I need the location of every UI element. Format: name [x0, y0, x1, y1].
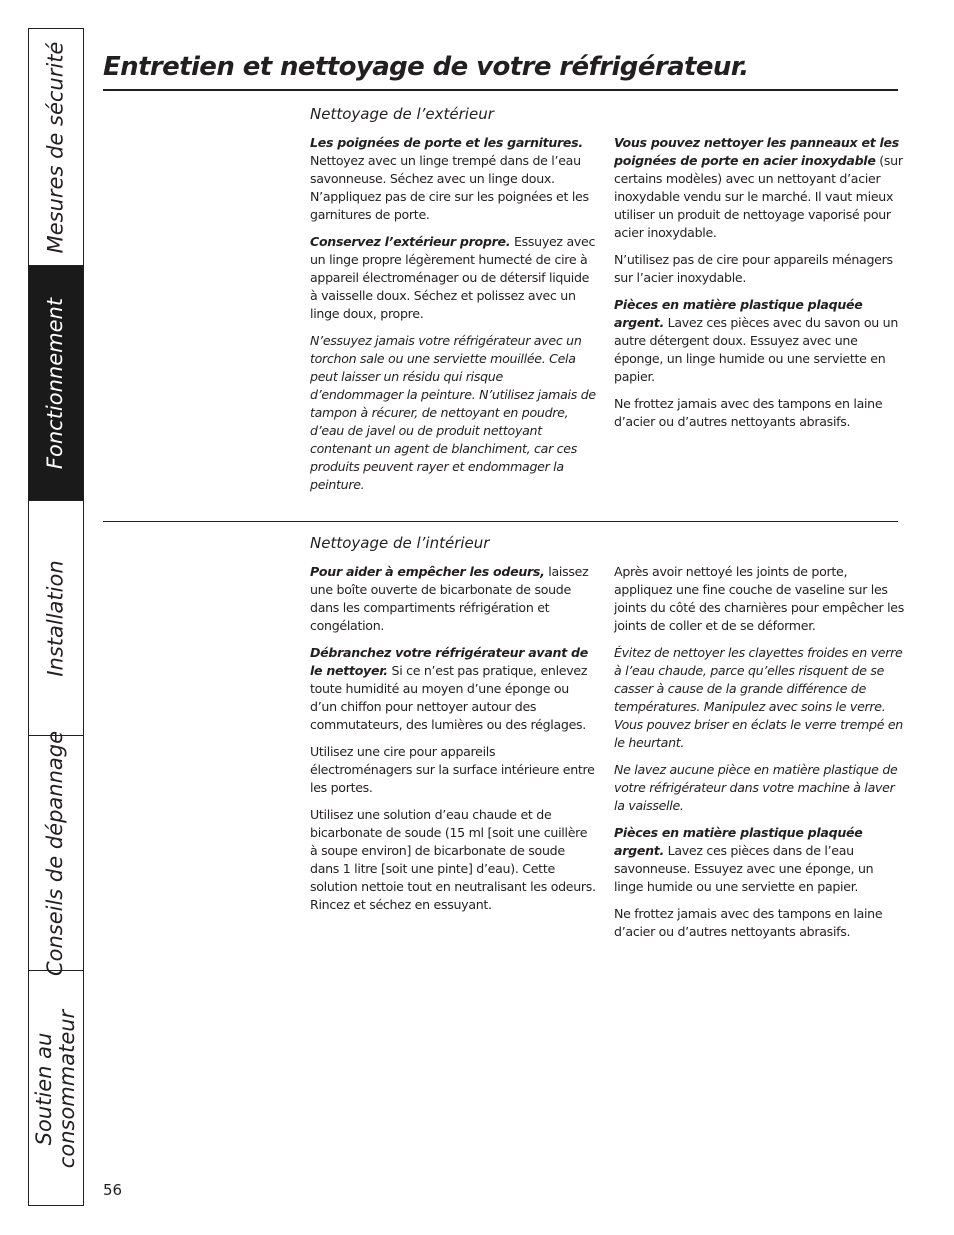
tab-mesures-de-securite[interactable] — [29, 29, 83, 265]
section-heading-interior: Nettoyage de l’intérieur — [310, 534, 490, 552]
page-title: Entretien et nettoyage de votre réfrigérateur. — [103, 52, 749, 82]
paragraph-lead: Pour aider à empêcher les odeurs, — [310, 564, 545, 579]
paragraph — [310, 563, 597, 635]
page-number: 56 — [103, 1181, 123, 1199]
paragraph-lead: Débranchez votre réfrigérateur avant de le nettoyer. — [310, 645, 588, 678]
paragraph-text: Lavez ces pièces avec du savon ou un autre détergent doux. Essuyez avec une éponge, un linge humide ou une serviette en papier. — [614, 315, 899, 384]
tab-label: Conseils de dépannage — [43, 730, 68, 976]
paragraph-text: Nettoyez avec un linge trempé dans de l’eau savonneuse. Séchez avec un linge doux. N’appliquez pas de cire sur les poignées et les garnitures de porte. — [310, 153, 589, 222]
paragraph-warning: N’essuyez jamais votre réfrigérateur avec un torchon sale ou une serviette mouillée. Cela peut laisser un résidu qui risque d’endommager la peinture. N’utilisez jamais de tampon à récurer, de nettoyant en poudre, d’eau de javel ou de produit nettoyant contenant un agent de blanchiment, car ces produits peuvent rayer et endommager la peinture. — [310, 333, 596, 492]
paragraph: N’utilisez pas de cire pour appareils ménagers sur l’acier inoxydable. — [614, 252, 893, 285]
sidebar-tabs — [28, 28, 84, 1206]
paragraph-text: Si ce n’est pas pratique, enlevez toute humidité au moyen d’une éponge ou d’un chiffon pour nettoyer autour des commutateurs, des lumières ou des réglages. — [310, 663, 588, 732]
paragraph — [614, 296, 904, 386]
paragraph-text: laissez une boîte ouverte de bicarbonate de soude dans les compartiments réfrigération et congélation. — [310, 564, 589, 633]
tab-conseils-de-depannage[interactable] — [29, 730, 83, 976]
paragraph-warning: Évitez de nettoyer les clayettes froides en verre à l’eau chaude, parce qu’elles risquent de se casser à cause de la grande différence de températures. Manipulez avec soins le verre. Vous pouvez briser en éclats le verre trempé en le heurtant. — [614, 645, 903, 750]
paragraph — [310, 134, 597, 224]
section-heading-exterior: Nettoyage de l’extérieur — [310, 105, 494, 123]
title-divider — [103, 89, 898, 91]
paragraph-text: Essuyez avec un linge propre légèrement humecté de cire à appareil électroménager ou de détersif liquide à vaisselle doux. Séchez et polissez avec un linge doux, propre. — [310, 234, 596, 321]
tab-label: Installation — [43, 559, 68, 677]
tab-installation[interactable] — [29, 500, 83, 735]
paragraph-text: (sur certains modèles) avec un nettoyant d’acier inoxydable vendu sur le marché. Il vaut mieux utiliser un produit de nettoyage vaporisé pour acier inoxydable. — [614, 153, 903, 240]
paragraph-warning: Ne lavez aucune pièce en matière plastique de votre réfrigérateur dans votre machine à laver la vaisselle. — [614, 762, 898, 813]
tab-label: Soutien au consommateur — [32, 1009, 79, 1169]
exterior-left-column — [310, 134, 597, 503]
tab-label: Mesures de sécurité — [43, 41, 68, 253]
paragraph-lead: Conservez l’extérieur propre. — [310, 234, 511, 249]
paragraph — [310, 644, 597, 734]
paragraph: Utilisez une solution d’eau chaude et de bicarbonate de soude (15 ml [soit une cuillère à soupe environ] de bicarbonate de soude dans 1 litre [soit une pinte] d’eau). Cette solution nettoie tout en neutralisant les odeurs. Rincez et séchez en essuyant. — [310, 807, 596, 912]
paragraph-lead: Pièces en matière plastique plaquée argent. — [614, 297, 863, 330]
paragraph: Ne frottez jamais avec des tampons en laine d’acier ou d’autres nettoyants abrasifs. — [614, 396, 883, 429]
tab-fonctionnement[interactable] — [29, 265, 83, 500]
paragraph-text: Lavez ces pièces dans de l’eau savonneuse. Essuyez avec une éponge, un linge humide ou une serviette en papier. — [614, 843, 874, 894]
paragraph: Après avoir nettoyé les joints de porte, appliquez une fine couche de vaseline sur les joints du côté des charnières pour empêcher les joints de coller et de se déformer. — [614, 564, 904, 633]
paragraph: Ne frottez jamais avec des tampons en laine d’acier ou d’autres nettoyants abrasifs. — [614, 906, 883, 939]
paragraph-lead: Les poignées de porte et les garnitures. — [310, 135, 583, 150]
paragraph — [310, 233, 597, 323]
exterior-right-column — [614, 134, 904, 440]
interior-left-column — [310, 563, 597, 923]
paragraph — [614, 824, 904, 896]
paragraph — [614, 134, 904, 242]
section-divider — [103, 521, 898, 522]
tab-label: Fonctionnement — [43, 297, 68, 469]
interior-right-column — [614, 563, 904, 950]
paragraph-lead: Pièces en matière plastique plaquée argent. — [614, 825, 863, 858]
paragraph: Utilisez une cire pour appareils électroménagers sur la surface intérieure entre les portes. — [310, 744, 595, 795]
tab-soutien-au-consommateur[interactable] — [29, 970, 83, 1207]
paragraph-lead: Vous pouvez nettoyer les panneaux et les poignées de porte en acier inoxydable — [614, 135, 899, 168]
